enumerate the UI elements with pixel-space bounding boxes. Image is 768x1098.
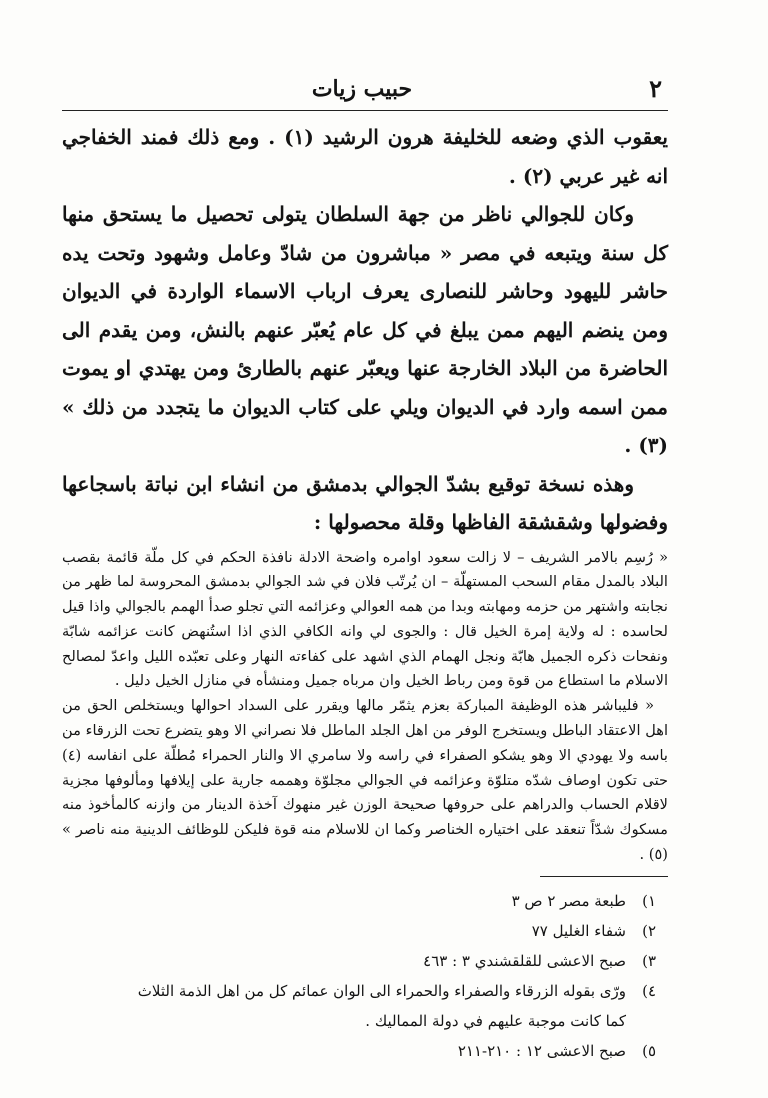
paragraph-3: وهذه نسخة توقيع بشدّ الجوالي بدمشق من انشاء ابن نباتة باسجاعها وفضولها وشقشقة الفاظها وقلة محصولها : [62,471,668,534]
page-number: ٢ [649,74,662,103]
footnote [60,886,656,916]
footnote-number: ١) [642,892,656,910]
footnote [60,946,656,976]
header-rule [62,110,668,111]
footnote-text: شفاء الغليل ٧٧ [531,922,626,940]
paragraph-2: وكان للجوالي ناظر من جهة السلطان يتولى تحصيل ما يستحق منها كل سنة ويتبعه في مصر « مباشرون من شادّ وعامل وشهود وتحت يده حاشر لليهود وحاشر للنصارى يعرف ارباب الاسماء الواردة في الديوان ومن ينضم اليهم ممن يبلغ في كل عام يُعبّر عنهم بالنش، ومن يقدم الى الحاضرة من البلاد الخارجة عنها ويعبّر عنهم بالطارئ ومن يهتدي او يموت ممن اسمه وارد في الديوان ويلي على كتاب الديوان ما يتجدد من ذلك » (٣) . [62,202,668,457]
quote-paragraph-2: « فليباشر هذه الوظيفة المباركة بعزم يثمّر مالها ويقرر على السداد احوالها ويستخلص الحق من اهل الاعتقاد الباطل ويستخرج الوفر من اهل الجلد الماطل فلا نصراني الا وهو يتضرع تحت الزرقاء من باسه ولا يهودي الا وهو يشكو الصفراء في راسه ولا سامري الا والنار الحمراء مُطلّة على انفاسه (٤) حتى تكون اوصاف شدّه متلوّة وعزائمه في الجوالي مجلوّة وهممه جارية على إيلافها ومألوفها مجزية لاقلام الحساب والدراهم على حروفها صحيحة الوزن غير منهوك آخذة الدينار من وازنه كالمأخوذ منه مسكوك شدّاً تنعقد على اختياره الخناصر وكما ان للاسلام منه قوة فليكن للوظائف الدينية منه ناصر » (٥) . [62,697,668,864]
paragraph-1: يعقوب الذي وضعه للخليفة هرون الرشيد (١) . ومع ذلك فمند الخفاجي انه غير عربي (٢) . [62,125,668,188]
footnote-continuation: كما كانت موجبة عليهم في دولة المماليك . [365,1012,626,1030]
footnote-text: ورّى بقوله الزرقاء والصفراء والحمراء الى الوان عمائم كل من اهل الذمة الثلاث [137,982,626,1000]
main-text [62,118,668,868]
footnote-text: صبح الاعشى للقلقشندي ٣ : ٤٦٣ [423,952,626,970]
footnote [60,1036,656,1066]
quoted-decree [62,546,668,868]
footnote-text: صبح الاعشى ١٢ : ٢١٠-٢١١ [457,1042,626,1060]
running-title: حبيب زيات [311,76,413,102]
footnotes [60,886,656,1066]
footnote [60,976,656,1036]
footnote [60,916,656,946]
footnote-text: طبعة مصر ٢ ص ٣ [511,892,626,910]
footnote-number: ٣) [642,952,656,970]
footnote-number: ٥) [642,1042,656,1060]
footnote-number: ٤) [642,982,656,1000]
footnote-number: ٢) [642,922,656,940]
quote-paragraph-1: « رُسِم بالامر الشريف – لا زالت سعود اوامره واضحة الادلة نافذة الحكم في كل ملّة قائمة بقصب البلاد بالمدل مقام السحب المستهلّة – ان يُرتّب فلان في شد الجوالي بدمشق المحروسة لما ظهر من نجابته واشتهر من حزمه ومهابته وبدا من همه العوالي وعزائمه التي تجلو صدأ الهمم بالجوالي واذا قيل لحاسده : له ولاية إمرة الخيل قال : والجوى لي وانه الكافي الذي اذا استُنهض كانت عزائمه شابّة ونفحات ذكره الجميل هابّة ونجل الهمام الذي اشهد على كفاءته النهار وعلى تعبّده الليل واعدّ لمصالح الاسلام ما استطاع من قوة ومن رباط الخيل وان مرباه جميل ومنشأه في منازل الخيل دليل . [62,548,668,690]
page-header [62,74,662,108]
footnote-rule [540,876,668,877]
